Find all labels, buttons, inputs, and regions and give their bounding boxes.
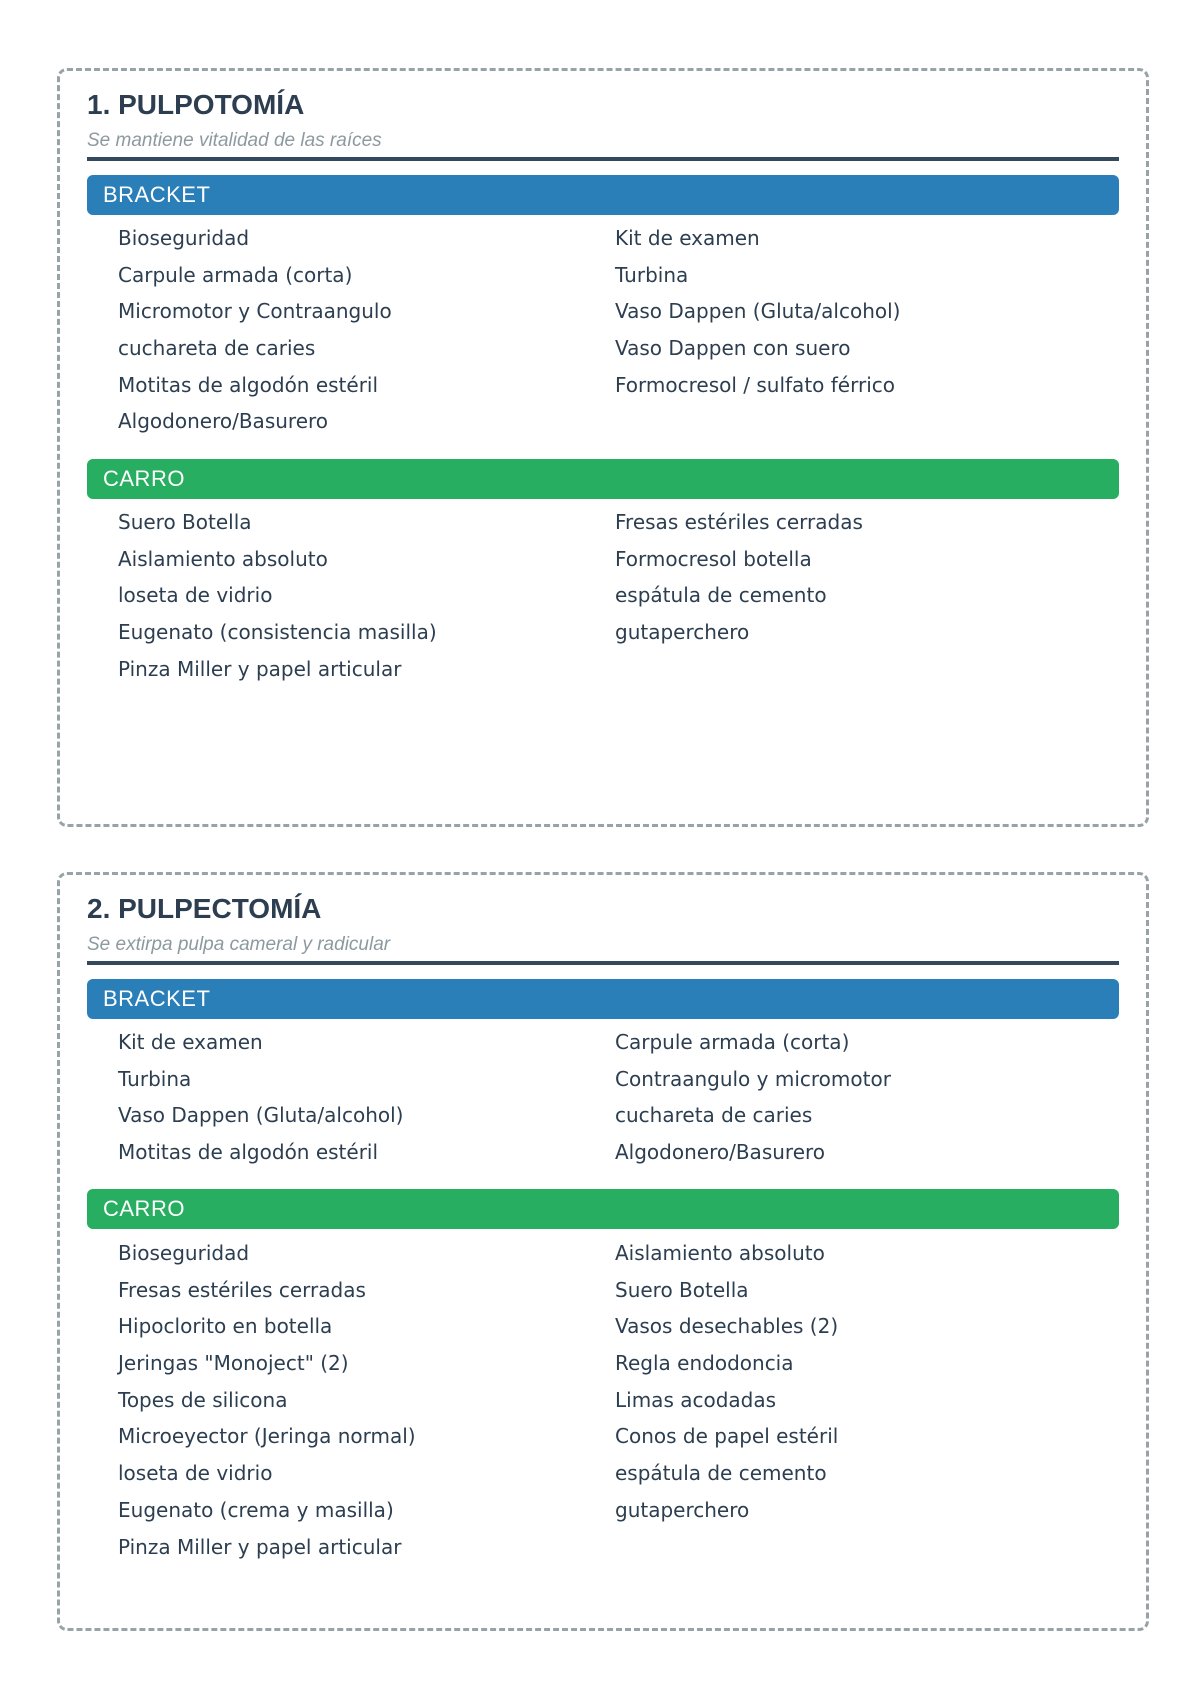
list-item: Motitas de algodón estéril — [118, 1140, 379, 1165]
list-item: Kit de examen — [118, 1030, 263, 1054]
card-title: 2. PULPECTOMÍA — [87, 893, 322, 924]
list-item: Bioseguridad — [118, 226, 250, 250]
list-item: Microeyector (Jeringa normal) — [118, 1424, 416, 1449]
title-divider — [87, 157, 1119, 161]
card-subtitle: Se mantiene vitalidad de las raíces — [87, 130, 382, 151]
list-item: Carpule armada (corta) — [118, 262, 353, 287]
list-item: Formocresol botella — [615, 546, 812, 571]
list-item: Fresas estériles cerradas — [118, 1277, 366, 1302]
list-item: Vaso Dappen (Gluta/alcohol) — [615, 299, 901, 324]
list-item: Turbina — [118, 1066, 192, 1091]
list-item: Suero Botella — [615, 1277, 749, 1302]
list-item: espátula de cemento — [615, 1461, 827, 1486]
procedure-card-pulpectomia — [57, 872, 1149, 1631]
list-item: Kit de examen — [615, 226, 760, 250]
list-item: Limas acodadas — [615, 1387, 777, 1412]
procedure-card-pulpotomia — [57, 68, 1149, 827]
list-item: Fresas estériles cerradas — [615, 510, 863, 534]
list-item: Aislamiento absoluto — [615, 1241, 825, 1265]
list-item: Formocresol / sulfato férrico — [615, 372, 895, 397]
section-header-bracket: BRACKET — [87, 979, 1119, 1019]
carro-list-right — [615, 1235, 838, 1529]
bracket-list-left — [118, 220, 392, 440]
list-item: loseta de vidrio — [118, 583, 273, 608]
list-item: Bioseguridad — [118, 1241, 250, 1265]
list-item: Algodonero/Basurero — [118, 409, 329, 434]
bracket-list-left — [118, 1024, 403, 1171]
list-item: gutaperchero — [615, 620, 750, 645]
card-title: 1. PULPOTOMÍA — [87, 89, 305, 120]
list-item: Vaso Dappen (Gluta/alcohol) — [118, 1103, 404, 1128]
list-item: Topes de silicona — [118, 1387, 288, 1412]
carro-list-left — [118, 504, 437, 687]
section-header-carro: CARRO — [87, 1189, 1119, 1229]
list-item: Algodonero/Basurero — [615, 1140, 826, 1165]
list-item: Micromotor y Contraangulo — [118, 299, 392, 324]
title-divider — [87, 961, 1119, 965]
list-item: cuchareta de caries — [118, 336, 316, 361]
list-item: Hipoclorito en botella — [118, 1314, 333, 1339]
carro-list-right — [615, 504, 863, 651]
list-item: Conos de papel estéril — [615, 1424, 839, 1449]
list-item: cuchareta de caries — [615, 1103, 813, 1128]
list-item: Pinza Miller y papel articular — [118, 1534, 402, 1559]
bracket-list-right — [615, 1024, 891, 1171]
list-item: Eugenato (crema y masilla) — [118, 1497, 394, 1522]
list-item: Regla endodoncia — [615, 1351, 794, 1376]
list-item: Suero Botella — [118, 510, 252, 534]
list-item: Contraangulo y micromotor — [615, 1066, 891, 1091]
section-header-carro: CARRO — [87, 459, 1119, 499]
card-subtitle: Se extirpa pulpa cameral y radicular — [87, 934, 391, 955]
list-item: Eugenato (consistencia masilla) — [118, 620, 437, 645]
list-item: Jeringas "Monoject" (2) — [118, 1351, 349, 1376]
list-item: Vaso Dappen con suero — [615, 336, 851, 361]
list-item: gutaperchero — [615, 1497, 750, 1522]
list-item: Aislamiento absoluto — [118, 546, 328, 571]
list-item: espátula de cemento — [615, 583, 827, 608]
list-item: Motitas de algodón estéril — [118, 372, 379, 397]
list-item: Turbina — [615, 262, 689, 287]
list-item: Pinza Miller y papel articular — [118, 656, 402, 681]
section-header-bracket: BRACKET — [87, 175, 1119, 215]
carro-list-left — [118, 1235, 416, 1565]
bracket-list-right — [615, 220, 900, 403]
list-item: loseta de vidrio — [118, 1461, 273, 1486]
list-item: Vasos desechables (2) — [615, 1314, 839, 1339]
list-item: Carpule armada (corta) — [615, 1030, 850, 1054]
